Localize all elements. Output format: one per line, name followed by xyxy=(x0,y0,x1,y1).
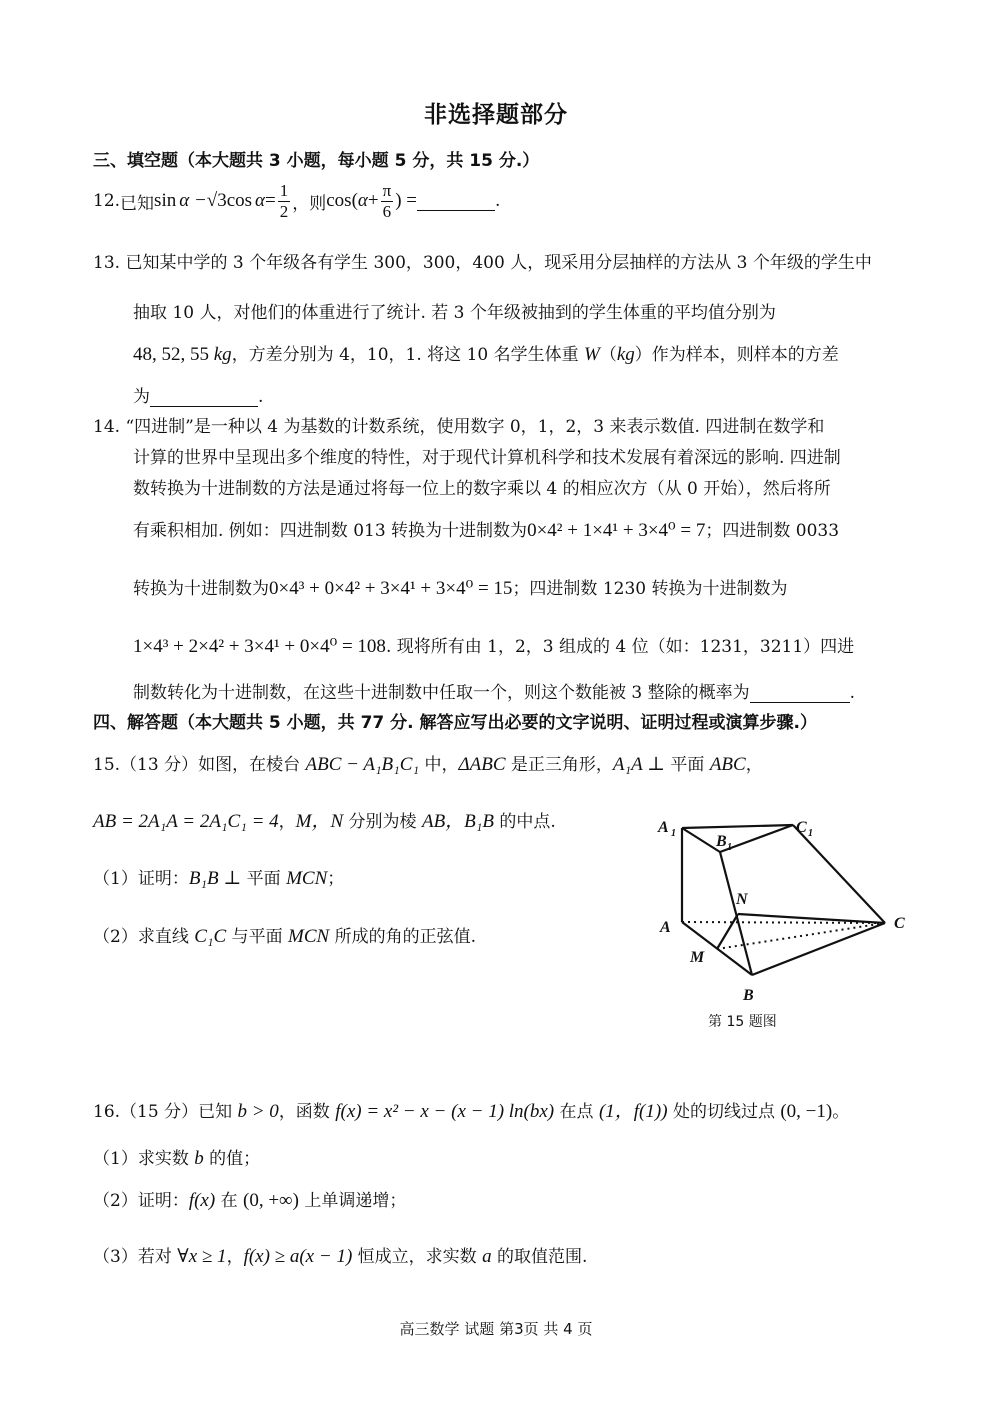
q15-p2-label: （2）求直线 xyxy=(93,927,195,947)
q12-alpha-minus: α − xyxy=(179,190,207,211)
q15-line-2 xyxy=(93,806,556,833)
q13-rest: ）作为样本，则样本的方差 xyxy=(634,345,839,365)
label-B1: B xyxy=(716,833,727,850)
q14-line-1: 14. “四进制”是一种以 4 为基数的计数系统，使用数字 0，1，2，3 来表示数值. 四进制在数学和 xyxy=(93,417,825,437)
q14-line5-rest: ；四进制数 1230 转换为十进制数为 xyxy=(512,579,788,599)
q15-comma: ， xyxy=(745,755,763,775)
q15-frustum: ABC − A₁B₁C₁ xyxy=(305,754,420,775)
q12-mid: ，则 xyxy=(292,193,327,214)
q15-frustum-figure xyxy=(650,810,930,1010)
q16-part-1 xyxy=(93,1144,260,1170)
q14-line4-rest: ；四进制数 0033 xyxy=(705,521,840,541)
q15-p1-perp: B₁B ⊥ xyxy=(188,868,242,889)
q16-p1-label: （1）求实数 xyxy=(93,1149,195,1169)
q15-midpoints: 的中点. xyxy=(494,812,556,832)
q15-perp: A₁A ⊥ xyxy=(612,754,666,775)
q15-comma2: ， xyxy=(278,812,296,832)
q12-cos2: cos( xyxy=(326,190,358,211)
segment-NM xyxy=(717,914,738,949)
label-M: M xyxy=(690,949,705,966)
q13-paren: （ xyxy=(599,345,617,365)
q15-part-1 xyxy=(93,864,344,890)
q16-p3-end: 的取值范围. xyxy=(491,1247,588,1267)
q16-p3-comma: ， xyxy=(226,1247,244,1267)
q16-p3-forall: ∀x ≥ 1 xyxy=(177,1246,227,1267)
q13-answer-blank[interactable] xyxy=(150,388,258,407)
q12-cos: cos xyxy=(226,190,253,211)
q12-close: ) = xyxy=(395,190,417,211)
q14-line7-text: 制数转化为十进制数，在这些十进制数中任取一个，则这个数能被 3 整除的概率为 xyxy=(133,683,750,703)
q15-p1-end: ； xyxy=(327,869,345,889)
q16-function: f(x) = x² − x − (x − 1) ln(bx) xyxy=(335,1101,555,1122)
q13-line-1: 13. 已知某中学的 3 个年级各有学生 300，300，400 人，现采用分层抽样的方法从 3 个年级的学生中 xyxy=(93,253,872,273)
q14-example-013: 0×4² + 1×4¹ + 3×4⁰ = 7 xyxy=(527,520,706,541)
q14-example-1230: 1×4³ + 2×4² + 3×4¹ + 0×4⁰ = 108 xyxy=(133,636,386,657)
q14-line4-text: 有乘积相加. 例如：四进制数 013 转换为十进制数为 xyxy=(133,521,528,541)
section-3-heading: 三、填空题（本大题共 3 小题，每小题 5 分，共 15 分.） xyxy=(93,151,540,171)
q16-part-2 xyxy=(93,1186,406,1212)
label-A1: A xyxy=(658,819,669,836)
q12-number: 12. xyxy=(93,191,121,211)
q15-p1-plane: 平面 xyxy=(241,869,287,889)
q16-end: 。 xyxy=(832,1102,850,1122)
q15-mn: M，N xyxy=(295,811,344,832)
q12-frac-num: 1 xyxy=(279,180,289,200)
q15-equilateral: 是正三角形， xyxy=(505,755,613,775)
q15-p1-mcn: MCN xyxy=(286,868,328,889)
q12-eq: = xyxy=(265,190,276,211)
label-B1-sub: 1 xyxy=(727,842,732,853)
edge-C1C xyxy=(793,825,885,923)
q16-p1-b: b xyxy=(194,1148,204,1169)
q16-p2-interval: (0, +∞) xyxy=(243,1190,299,1211)
q14-end: . xyxy=(849,683,856,703)
q12-alpha: α xyxy=(255,190,266,211)
q16-p2-f: f(x) xyxy=(188,1190,216,1211)
label-A: A xyxy=(660,919,671,936)
q14-line-2: 计算的世界中呈现出多个维度的特性，对于现代计算机科学和技术发展有着深远的影响. 四进制 xyxy=(133,448,841,468)
q15-p2-plane: 与平面 xyxy=(226,927,288,947)
q16-p3-text: 恒成立，求实数 xyxy=(352,1247,483,1267)
q16-at-point: 在点 xyxy=(554,1102,599,1122)
q13-line-3 xyxy=(133,340,839,366)
section-4-heading: 四、解答题（本大题共 5 小题，共 77 分. 解答应写出必要的文字说明、证明过程或演算步骤.） xyxy=(93,713,817,733)
q14-line-4 xyxy=(133,516,839,542)
q12-alpha2: α xyxy=(357,190,368,211)
q16-p1-end: 的值； xyxy=(203,1149,261,1169)
q13-variances: ，方差分别为 4，10，1. 将这 10 名学生体重 xyxy=(231,345,585,365)
q15-p2-end: 所成的角的正弦值. xyxy=(329,927,476,947)
q16-p2-end: 上单调递增； xyxy=(298,1191,407,1211)
q16-p3-ineq: f(x) ≥ a(x − 1) xyxy=(243,1246,353,1267)
q15-lengths: AB = 2A₁A = 2A₁C₁ = 4 xyxy=(93,811,279,832)
q14-line-6 xyxy=(133,632,854,658)
q15-plane: 平面 xyxy=(665,755,710,775)
q12-fraction-half xyxy=(278,181,291,222)
q13-wei: 为 xyxy=(133,387,150,407)
q15-abc: ABC xyxy=(709,754,746,775)
q16-b-positive: b > 0 xyxy=(237,1101,279,1122)
q16-function-label: ，函数 xyxy=(278,1102,336,1122)
q13-W: W xyxy=(584,344,600,365)
q12-pre: 已知 xyxy=(120,193,155,214)
q14-line5-text: 转换为十进制数为 xyxy=(133,579,269,599)
label-C1-sub: 1 xyxy=(808,828,813,839)
q15-part-2 xyxy=(93,922,476,948)
q15-edges: AB，B₁B xyxy=(421,811,494,832)
q16-part-3 xyxy=(93,1242,587,1268)
q12-answer-blank[interactable] xyxy=(417,192,495,211)
label-N: N xyxy=(736,891,748,908)
q12-frac-den: 2 xyxy=(279,201,289,221)
q13-end: . xyxy=(258,387,264,407)
q15-fenbie: 分别为棱 xyxy=(343,812,422,832)
edge-A1B1 xyxy=(682,828,720,852)
q12-fraction-pi6 xyxy=(381,181,394,222)
q15-p2-mcn: MCN xyxy=(288,926,330,947)
label-A1-sub: 1 xyxy=(671,828,676,839)
q16-p2-label: （2）证明： xyxy=(93,1191,189,1211)
question-12 xyxy=(93,176,500,226)
label-C: C xyxy=(894,915,905,932)
q16-line-1 xyxy=(93,1096,849,1123)
q15-p1-label: （1）证明： xyxy=(93,869,189,889)
q15-figure-caption: 第 15 题图 xyxy=(708,1014,777,1030)
q14-line6-rest: . 现将所有由 1，2，3 组成的 4 位（如：1231，3211）四进 xyxy=(385,637,855,657)
q14-example-0033: 0×4³ + 0×4² + 3×4¹ + 3×4⁰ = 15 xyxy=(269,578,513,599)
q13-line-2: 抽取 10 人，对他们的体重进行了统计. 若 3 个年级被抽到的学生体重的平均值分别为 xyxy=(133,303,776,323)
q12-plus: + xyxy=(367,190,379,211)
q14-line-5 xyxy=(133,574,788,600)
q15-zhong: 中， xyxy=(419,755,459,775)
q12-sqrt3: √3 xyxy=(206,190,227,211)
q15-triangle: ΔABC xyxy=(458,754,506,775)
q16-p2-on: 在 xyxy=(215,1191,244,1211)
q16-intro: 16.（15 分）已知 xyxy=(93,1102,238,1122)
q13-means: 48, 52, 55 xyxy=(133,344,214,365)
q13-line-4 xyxy=(133,382,263,407)
q16-point2: (0, −1) xyxy=(780,1101,833,1122)
q14-line-7 xyxy=(133,678,855,703)
q16-tangent: 处的切线过点 xyxy=(667,1102,781,1122)
label-C1: C xyxy=(796,819,807,836)
edge-BC xyxy=(752,923,885,975)
q12-end: . xyxy=(495,191,501,211)
q15-line-1 xyxy=(93,750,763,776)
q14-answer-blank[interactable] xyxy=(750,684,850,703)
q16-point: (1，f(1)) xyxy=(598,1101,668,1122)
page-footer: 高三数学 试题 第3页 共 4 页 xyxy=(399,1320,593,1338)
q16-p3-a: a xyxy=(482,1246,492,1267)
q12-pi: π xyxy=(382,180,392,200)
q15-p2-line: C₁C xyxy=(194,926,227,947)
q12-six: 6 xyxy=(382,201,392,221)
q16-p3-label: （3）若对 xyxy=(93,1247,178,1267)
page-title: 非选择题部分 xyxy=(424,101,568,128)
q15-intro: 15.（13 分）如图，在棱台 xyxy=(93,755,306,775)
q13-kg: kg xyxy=(213,344,232,365)
q13-kg2: kg xyxy=(616,344,635,365)
q14-line-3: 数转换为十进制数的方法是通过将每一位上的数字乘以 4 的相应次方（从 0 开始），然后将所 xyxy=(133,479,831,499)
q12-sin: sin xyxy=(154,190,177,211)
edge-A1C1 xyxy=(682,825,793,828)
label-B: B xyxy=(743,987,754,1004)
